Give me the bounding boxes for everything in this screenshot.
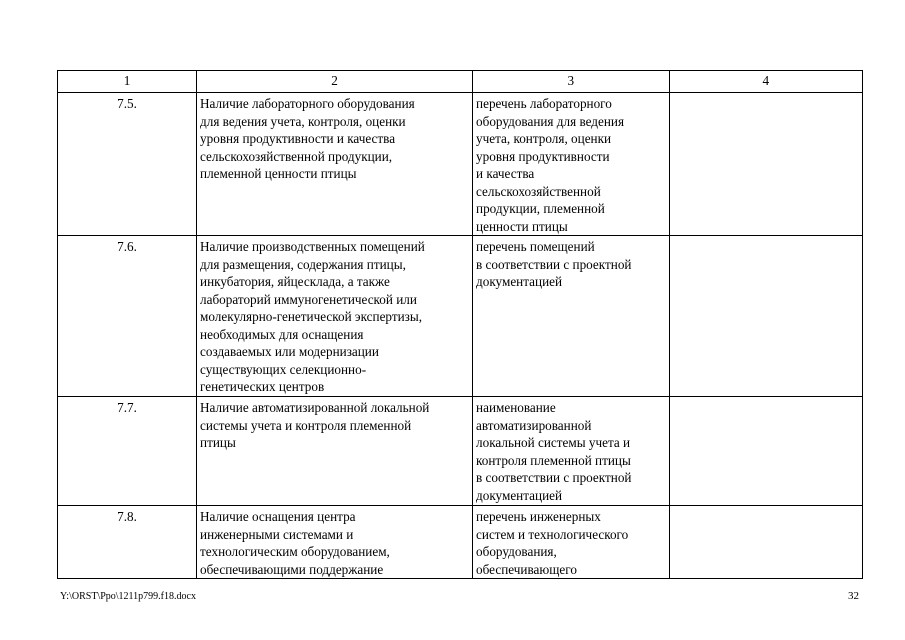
document-line: ценности птицы	[476, 218, 568, 234]
requirement-cell	[197, 397, 473, 506]
requirement-line: птицы	[200, 435, 236, 450]
requirement-line: уровня продуктивности и качества	[200, 131, 396, 146]
requirement-line: Наличие лабораторного оборудования	[200, 96, 415, 111]
requirement-line: Наличие автоматизированной локальной	[200, 400, 430, 415]
document-line: оборудования для ведения	[476, 113, 625, 129]
table-row	[58, 93, 863, 236]
document-line: перечень помещений	[476, 239, 595, 254]
requirement-cell	[197, 506, 473, 579]
row-number: 7.8.	[58, 506, 197, 579]
document-line: оборудования,	[476, 544, 557, 559]
document-line: сельскохозяйственной	[476, 183, 601, 199]
requirements-table	[57, 70, 863, 579]
column-header-1: 1	[58, 71, 197, 93]
document-line: наименование	[476, 400, 556, 415]
document-line: систем и технологического	[476, 526, 629, 542]
footer-file-path: Y:\ORST\Ppo\1211p799.f18.docx	[60, 591, 196, 602]
table-row	[58, 397, 863, 506]
requirement-line: для ведения учета, контроля, оценки	[200, 113, 406, 129]
column-header-3: 3	[473, 71, 670, 93]
requirement-line: Наличие производственных помещений	[200, 239, 425, 254]
document-line: контроля племенной птицы	[476, 452, 631, 468]
document-cell	[473, 397, 670, 506]
empty-cell	[669, 93, 862, 236]
row-number: 7.6.	[58, 236, 197, 397]
requirement-cell	[197, 93, 473, 236]
requirement-line: создаваемых или модернизации	[200, 344, 379, 359]
document-line: автоматизированной	[476, 417, 592, 433]
empty-cell	[669, 236, 862, 397]
empty-cell	[669, 397, 862, 506]
document-line: локальной системы учета и	[476, 435, 631, 450]
table-row	[58, 236, 863, 397]
table-header-row	[58, 71, 863, 93]
requirement-line: необходимых для оснащения	[200, 326, 364, 342]
page-number: 32	[848, 590, 859, 602]
document-cell	[473, 236, 670, 397]
document-line: уровня продуктивности	[476, 148, 610, 164]
document-line: перечень инженерных	[476, 509, 601, 524]
requirement-line: для размещения, содержания птицы,	[200, 256, 406, 272]
column-header-2: 2	[197, 71, 473, 93]
document-line: обеспечивающего	[476, 561, 577, 577]
requirement-line: технологическим оборудованием,	[200, 544, 390, 559]
requirement-line: Наличие оснащения центра	[200, 509, 356, 524]
requirement-line: системы учета и контроля племенной	[200, 417, 412, 433]
requirement-line: генетических центров	[200, 379, 325, 394]
document-cell	[473, 93, 670, 236]
row-number: 7.7.	[58, 397, 197, 506]
table-row	[58, 506, 863, 579]
requirement-line: племенной ценности птицы	[200, 166, 357, 181]
column-header-4: 4	[669, 71, 862, 93]
document-line: документацией	[476, 487, 563, 503]
document-line: документацией	[476, 274, 563, 289]
document-line: продукции, племенной	[476, 201, 605, 216]
requirement-line: сельскохозяйственной продукции,	[200, 148, 393, 164]
document-line: перечень лабораторного	[476, 96, 612, 111]
document-cell	[473, 506, 670, 579]
requirement-line: лабораторий иммуногенетической или	[200, 291, 417, 307]
requirement-cell	[197, 236, 473, 397]
document-line: и качества	[476, 166, 535, 181]
document-line: в соответствии с проектной	[476, 470, 632, 485]
requirement-line: молекулярно-генетической экспертизы,	[200, 309, 423, 324]
document-line: учета, контроля, оценки	[476, 131, 612, 146]
document-line: в соответствии с проектной	[476, 256, 632, 272]
requirement-line: обеспечивающими поддержание	[200, 561, 384, 577]
requirement-line: инкубатория, яйцесклада, а также	[200, 274, 390, 289]
empty-cell	[669, 506, 862, 579]
row-number: 7.5.	[58, 93, 197, 236]
requirement-line: инженерными системами и	[200, 526, 354, 542]
requirement-line: существующих селекционно-	[200, 361, 367, 377]
